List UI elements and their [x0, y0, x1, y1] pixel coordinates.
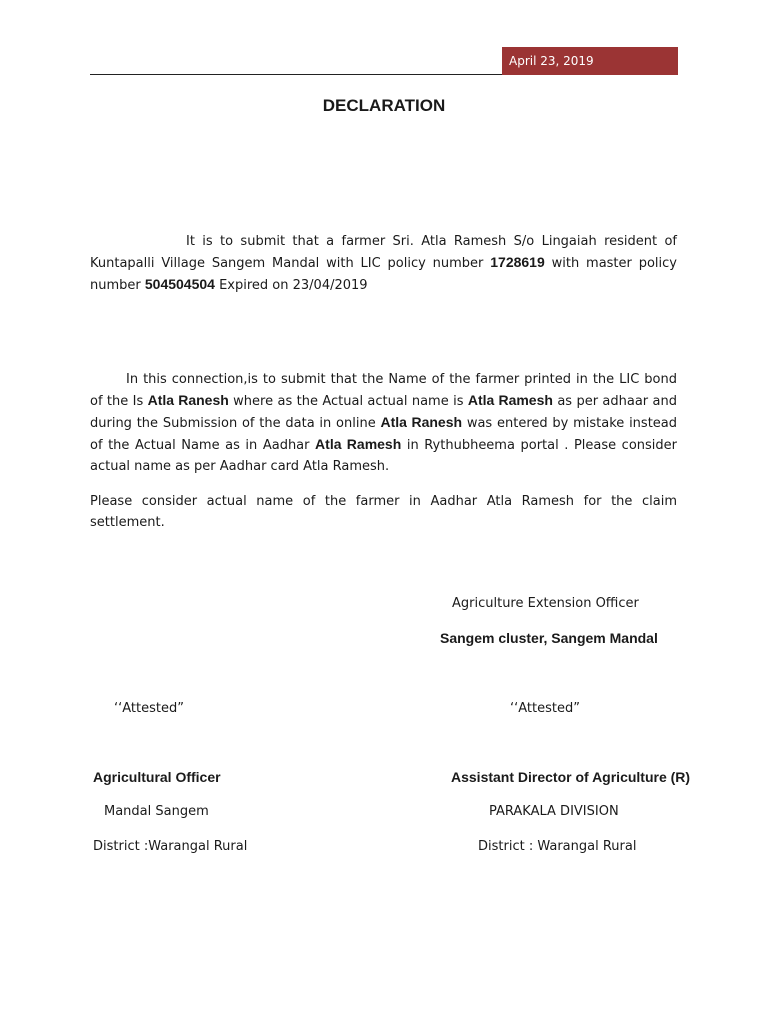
- para2-text-5: in Rythubheema portal . Please consider actual name as per Aadhar card Atla Ramesh.: [90, 438, 678, 474]
- paragraph-name-correction: [90, 369, 677, 477]
- paragraph-farmer-details: [90, 231, 677, 296]
- paragraph-claim-request: Please consider actual name of the farmer in Aadhar Atla Ramesh for the claim settlement.: [90, 494, 677, 530]
- para2-text-1: In this connection,is to submit that the Name of the farmer printed in the LIC bond of the Is: [90, 372, 677, 409]
- para2-text-2: where as the Actual actual name is: [228, 394, 468, 409]
- left-district: District :Warangal Rural: [93, 839, 248, 854]
- left-attested-label: ‘‘Attested”: [114, 701, 184, 716]
- para1-text-3: Expired on 23/04/2019: [214, 278, 368, 293]
- master-policy-number: 504504504: [144, 276, 215, 292]
- wrong-name-2: Atla Ranesh: [380, 414, 463, 430]
- left-officer-title: Agricultural Officer: [93, 769, 221, 785]
- para2-text-4: was entered by mistake instead of the Actual Name as in Aadhar: [90, 416, 678, 453]
- header-rule: [90, 74, 502, 75]
- para1-text-2: with master policy number: [90, 256, 677, 293]
- right-district: District : Warangal Rural: [478, 839, 637, 854]
- actual-name: Atla Ramesh: [467, 392, 553, 408]
- para2-text-3: as per adhaar and during the Submission of the data in online: [90, 394, 677, 431]
- date-text: April 23, 2019: [509, 54, 594, 68]
- wrong-name: Atla Ranesh: [147, 392, 229, 408]
- policy-number: 1728619: [490, 254, 545, 270]
- document-title: DECLARATION: [322, 96, 446, 115]
- right-attested-label: ‘‘Attested”: [510, 701, 580, 716]
- para1-text-1: It is to submit that a farmer Sri. Atla Ramesh S/o Lingaiah resident of Kuntapalli Village Sangem Mandal with LIC policy number: [90, 234, 677, 271]
- date-badge: [502, 47, 678, 75]
- right-division: PARAKALA DIVISION: [489, 804, 619, 819]
- actual-name-2: Atla Ramesh: [315, 436, 402, 452]
- signatory-designation: Agriculture Extension Officer: [452, 596, 639, 611]
- left-mandal: Mandal Sangem: [104, 804, 209, 819]
- signatory-cluster: Sangem cluster, Sangem Mandal: [440, 630, 658, 646]
- right-officer-title: Assistant Director of Agriculture (R): [451, 769, 691, 785]
